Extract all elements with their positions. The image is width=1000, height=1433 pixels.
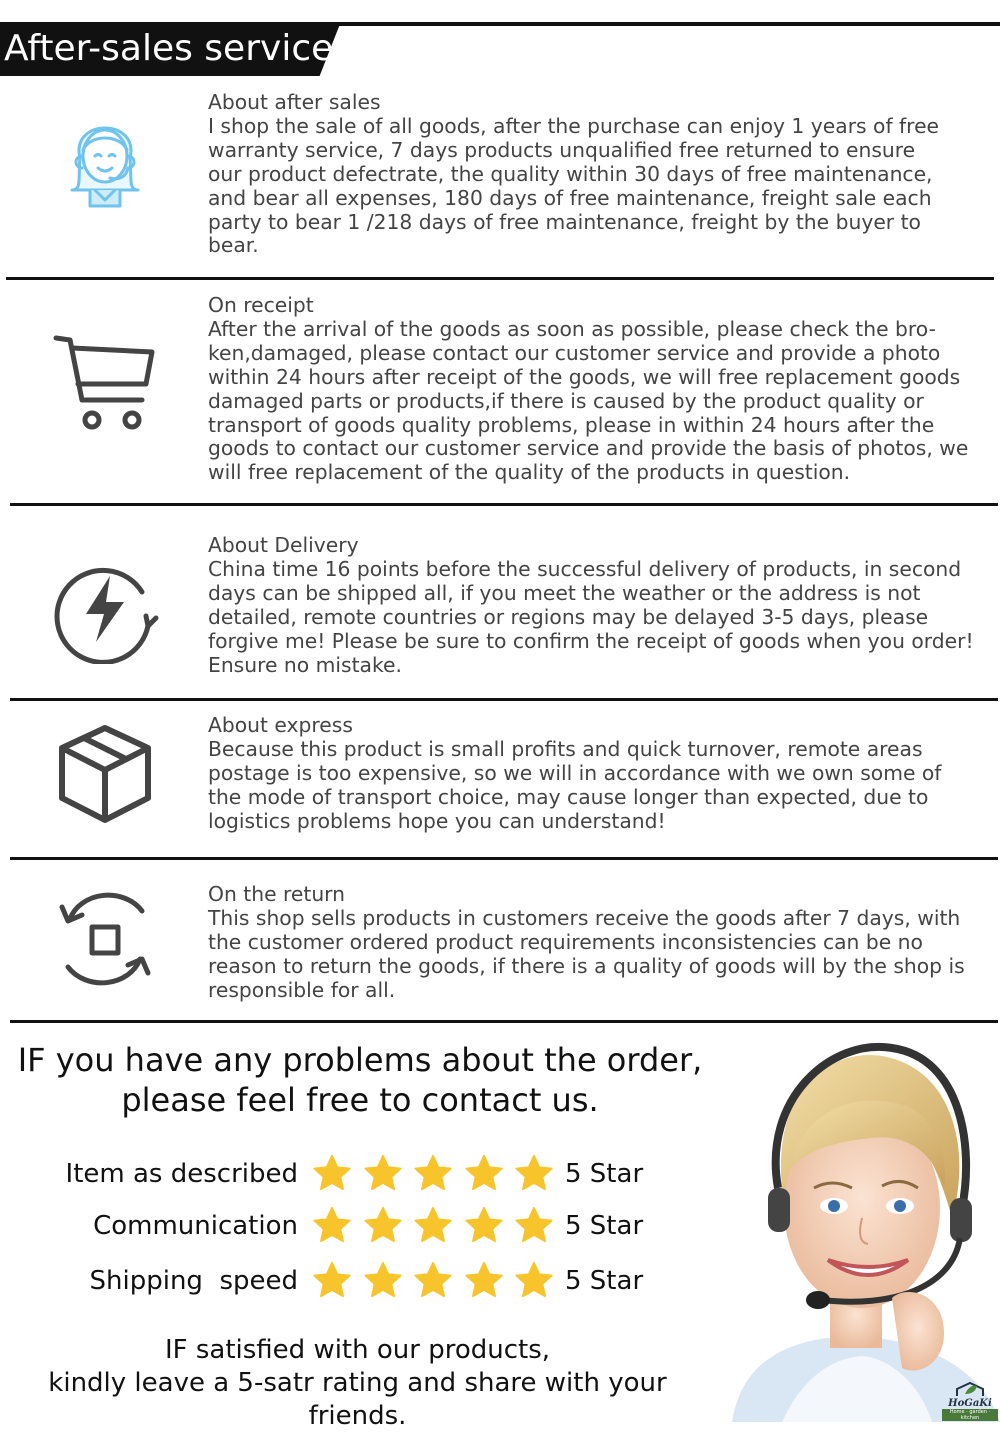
logo-tagline: Home · garden · kitchen bbox=[942, 1409, 998, 1421]
star-icon bbox=[414, 1154, 452, 1192]
star-icon bbox=[414, 1206, 452, 1244]
star-icon bbox=[313, 1154, 351, 1192]
star-icon bbox=[515, 1154, 553, 1192]
fast-delivery-bolt-icon bbox=[50, 554, 160, 664]
section-title: On receipt bbox=[208, 293, 314, 317]
rating-row-item-as-described bbox=[0, 1152, 700, 1196]
star-icon bbox=[465, 1206, 503, 1244]
rating-label: Shipping speed bbox=[89, 1266, 298, 1296]
section-body: Because this product is small profits and quick turnover, remote areas postage is too expensive, so we will in accordance with we own some of the mode of transport choice, may cause longer than expected, due to logistics problems hope you can understand! bbox=[208, 736, 942, 833]
footer-message bbox=[0, 1334, 715, 1433]
section-body: After the arrival of the goods as soon as possible, please check the bro- ken,damaged, please contact our customer service and provide a photo within 24 hours after receipt of the goods, we will free replacement goods damaged parts or products,if there is caused by the product quality or transport of goods quality problems, please in within 24 hours after the goods to contact our customer service and provide the basis of photos, we will free replacement of the quality of the products in question. bbox=[208, 316, 969, 485]
return-exchange-icon bbox=[50, 885, 160, 995]
section-body: I shop the sale of all goods, after the purchase can enjoy 1 years of free warranty service, 7 days products unqualified free returned to ensure our product defectrate, the quality within 30 days of free maintenance, and bear all expenses, 180 days of free maintenance, freight sale each party to bear 1 /218 days of free maintenance, freight by the buyer to bear. bbox=[208, 113, 940, 258]
package-box-icon bbox=[50, 722, 160, 832]
star-icon bbox=[414, 1261, 452, 1299]
footer-line-1: IF satisfied with our products, bbox=[164, 1335, 551, 1365]
rating-value: 5 Star bbox=[565, 1211, 644, 1241]
star-icon bbox=[313, 1206, 351, 1244]
section-text bbox=[208, 534, 988, 677]
section-divider bbox=[10, 1020, 998, 1023]
section-title: About after sales bbox=[208, 90, 381, 114]
brand-logo bbox=[942, 1380, 998, 1421]
section-text bbox=[208, 91, 988, 258]
section-divider bbox=[10, 503, 998, 506]
star-rating bbox=[313, 1154, 566, 1192]
page-title: After-sales service bbox=[4, 28, 334, 69]
section-divider bbox=[6, 277, 994, 280]
rating-value: 5 Star bbox=[565, 1266, 644, 1296]
star-icon bbox=[515, 1261, 553, 1299]
customer-service-agent-icon bbox=[50, 98, 160, 208]
star-icon bbox=[364, 1261, 402, 1299]
star-rating bbox=[313, 1206, 566, 1244]
section-text bbox=[208, 714, 988, 834]
rating-row-communication bbox=[0, 1204, 700, 1248]
rating-label: Item as described bbox=[65, 1159, 298, 1189]
star-icon bbox=[465, 1261, 503, 1299]
rating-label: Communication bbox=[93, 1211, 298, 1241]
star-rating bbox=[313, 1261, 566, 1299]
section-divider bbox=[10, 857, 998, 860]
rating-row-shipping-speed bbox=[0, 1259, 700, 1303]
section-body: This shop sells products in customers receive the goods after 7 days, with the customer ordered product requirements inconsistencies can be no reason to return the goods, if there is a quality of goods will by the shop is responsible for all. bbox=[208, 905, 965, 1002]
contact-line-2: please feel free to contact us. bbox=[121, 1081, 599, 1119]
house-leaf-icon bbox=[953, 1382, 987, 1398]
footer-line-2: kindly leave a 5-satr rating and share with your friends. bbox=[48, 1368, 667, 1431]
contact-message bbox=[0, 1040, 720, 1120]
section-body: China time 16 points before the successful delivery of products, in second days can be shipped all, if you meet the weather or the address is not detailed, remote countries or regions may be delayed 3-5 days, please forgive me! Please be sure to confirm the receipt of goods when you order! Ensure no mistake. bbox=[208, 556, 974, 677]
section-title: About Delivery bbox=[208, 533, 359, 557]
star-icon bbox=[515, 1206, 553, 1244]
star-icon bbox=[313, 1261, 351, 1299]
logo-name: HoGaKi bbox=[948, 1398, 992, 1409]
star-icon bbox=[364, 1206, 402, 1244]
contact-line-1: IF you have any problems about the order, bbox=[17, 1041, 703, 1079]
section-divider bbox=[10, 698, 998, 701]
section-text bbox=[208, 883, 988, 1003]
star-icon bbox=[465, 1154, 503, 1192]
customer-service-agent-photo bbox=[712, 1038, 1000, 1422]
section-title: About express bbox=[208, 713, 353, 737]
shopping-cart-icon bbox=[50, 330, 160, 440]
section-text bbox=[208, 294, 988, 485]
rating-value: 5 Star bbox=[565, 1159, 644, 1189]
star-icon bbox=[364, 1154, 402, 1192]
section-title: On the return bbox=[208, 882, 346, 906]
